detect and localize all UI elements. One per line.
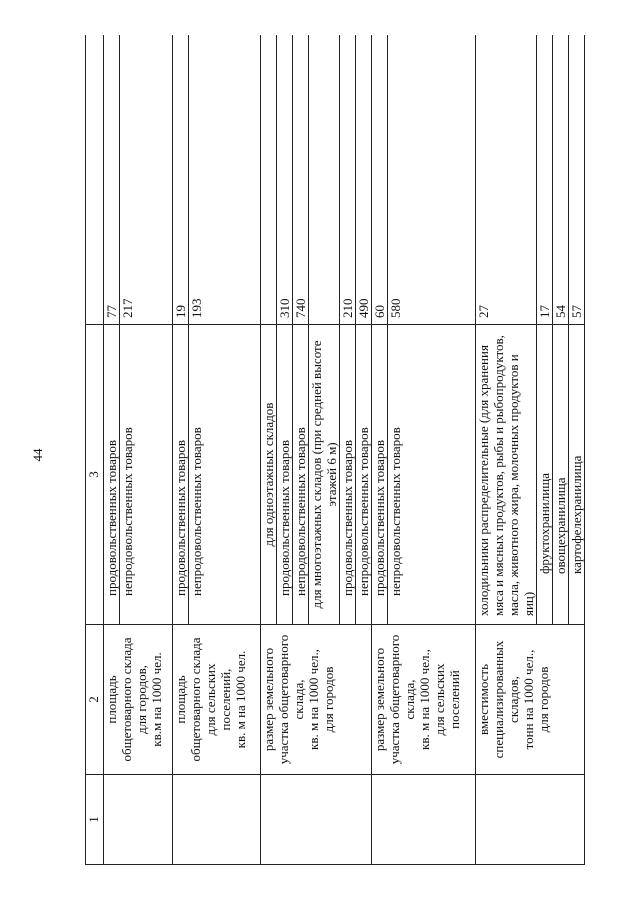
table-row (261, 35, 277, 865)
row-value: 217 (120, 35, 173, 325)
group-number-cell (173, 775, 261, 865)
table-row (173, 35, 189, 865)
rotated-table-container (85, 35, 605, 865)
row-description: непродовольственных товаров (388, 325, 476, 625)
row-value: 490 (356, 35, 372, 325)
row-value: 19 (173, 35, 189, 325)
header-row (86, 35, 104, 865)
group-label: площадь общетоварного склада для сельских поселений, кв. м на 1000 чел. (173, 625, 261, 775)
row-description: картофелехранилища (569, 325, 585, 625)
row-description: продовольственных товаров (277, 325, 293, 625)
row-description: фруктохранилища (537, 325, 553, 625)
row-value: 54 (553, 35, 569, 325)
header-col3: 3 (86, 325, 104, 625)
row-value: 77 (104, 35, 120, 325)
group-number-cell (104, 775, 173, 865)
row-description: непродовольственных товаров (356, 325, 372, 625)
row-description: для многоэтажных складов (при средней высоте этажей 6 м) (309, 325, 340, 625)
row-value: 580 (388, 35, 476, 325)
row-description: продовольственных товаров (340, 325, 356, 625)
table-row (372, 35, 388, 865)
row-description: овощехранилища (553, 325, 569, 625)
table-row (104, 35, 120, 865)
group-label: размер земельного участка общетоварного склада, кв. м на 1000 чел., для сельских поселений (372, 625, 476, 775)
row-description: непродовольственных товаров (189, 325, 261, 625)
row-value: 17 (537, 35, 553, 325)
row-description: холодильники распределительные (для хранения мяса и мясных продуктов, рыбы и рыбопродуктов, масла, животного жира, молочных продуктов и яиц) (476, 325, 537, 625)
group-label: размер земельного участка общетоварного склада, кв. м на 1000 чел., для городов (261, 625, 372, 775)
group-number-cell (372, 775, 476, 865)
row-description: продовольственных товаров (372, 325, 388, 625)
group-number-cell (261, 775, 372, 865)
row-value: 740 (293, 35, 309, 325)
group-number-cell (476, 775, 585, 865)
page-number: 44 (30, 448, 45, 462)
table-row (476, 35, 537, 865)
group-label: площадь общетоварного склада для городов, кв.м на 1000 чел. (104, 625, 173, 775)
header-col2: 2 (86, 625, 104, 775)
row-description: продовольственных товаров (104, 325, 120, 625)
row-description: непродовольственных товаров (120, 325, 173, 625)
row-value: 60 (372, 35, 388, 325)
header-col4 (86, 35, 104, 325)
row-value: 193 (189, 35, 261, 325)
header-col1: 1 (86, 775, 104, 865)
row-value: 27 (476, 35, 537, 325)
row-value: 57 (569, 35, 585, 325)
row-description: для одноэтажных складов (261, 325, 277, 625)
row-value: 210 (340, 35, 356, 325)
group-label: вместимость специализированных складов, тонн на 1000 чел., для городов (476, 625, 585, 775)
row-description: продовольственных товаров (173, 325, 189, 625)
row-value (261, 35, 277, 325)
row-description: непродовольственных товаров (293, 325, 309, 625)
rotated-page (85, 35, 605, 865)
row-value: 310 (277, 35, 293, 325)
warehouse-standards-table (85, 35, 585, 865)
row-value (309, 35, 340, 325)
